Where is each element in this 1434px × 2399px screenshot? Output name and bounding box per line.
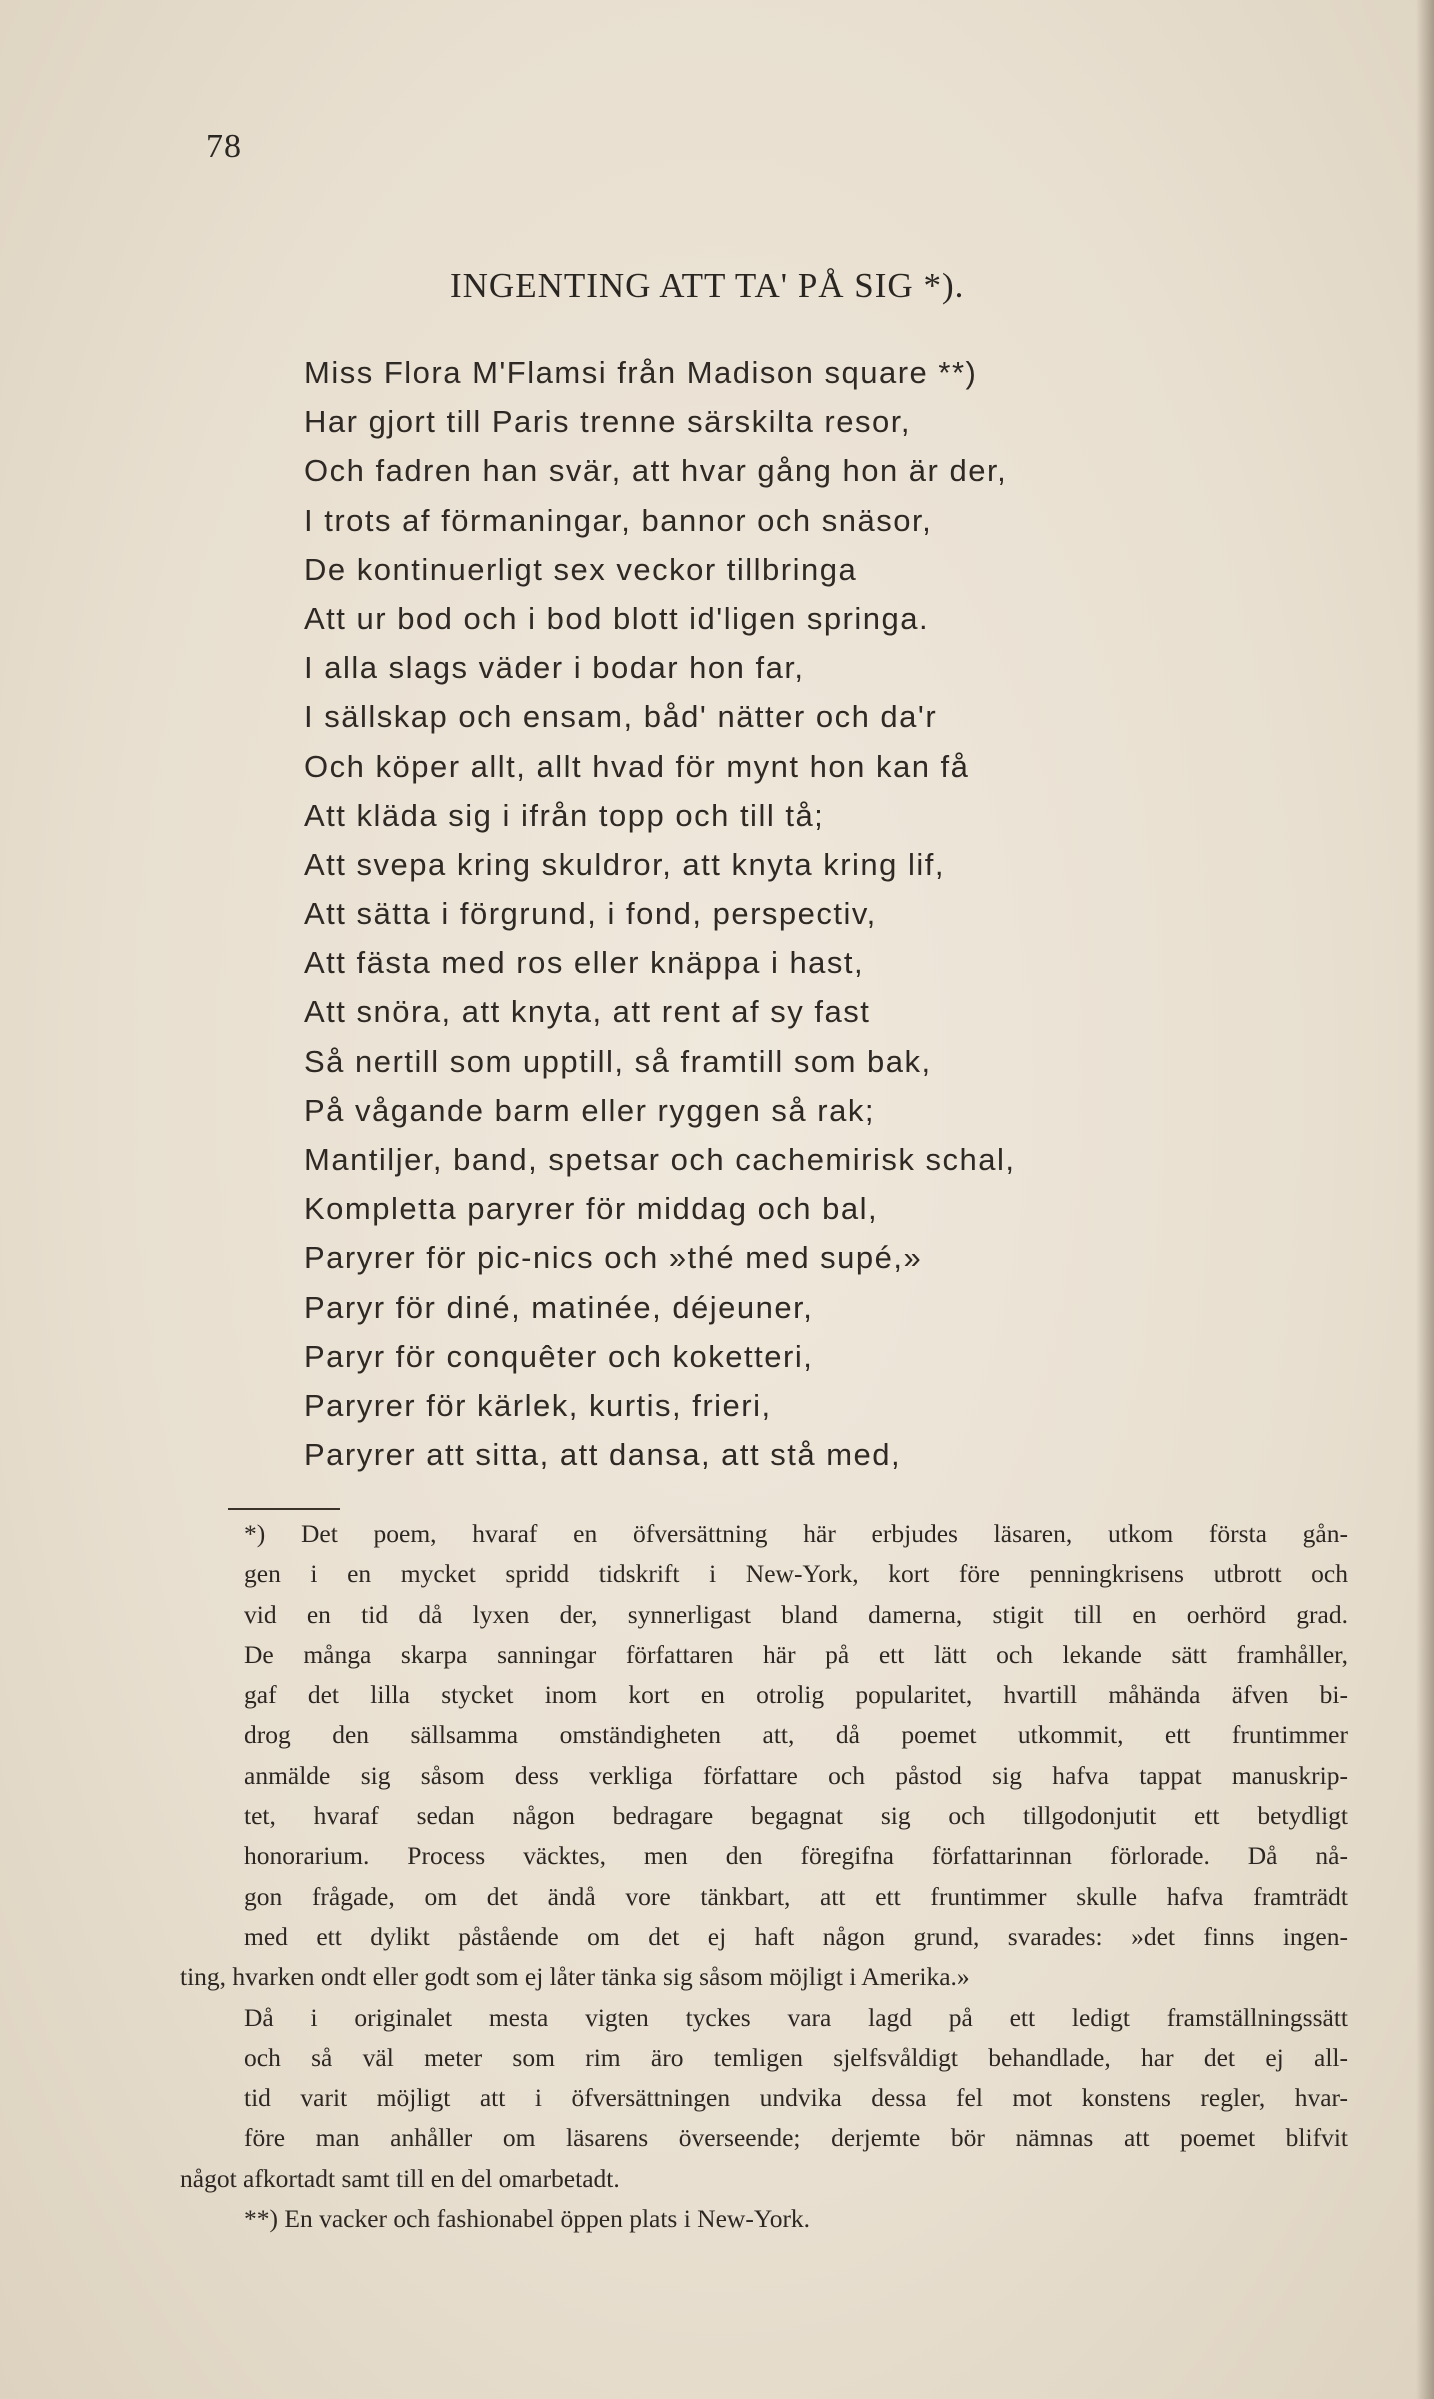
footnote-2 (180, 2199, 1348, 2239)
footnote-1 (180, 1514, 1348, 1998)
poem-line: Att fästa med ros eller knäppa i hast, (304, 945, 865, 981)
poem-line: I sällskap och ensam, båd' nätter och da'r (304, 699, 938, 735)
poem-line: Paryr för conquêter och koketteri, (304, 1338, 814, 1374)
poem-line: Så nertill som upptill, så framtill som bak, (304, 1043, 932, 1079)
poem-line: Och fadren han svär, att hvar gång hon är der, (304, 453, 1008, 489)
poem-line: På vågande barm eller ryggen så rak; (304, 1092, 875, 1128)
poem-line: Har gjort till Paris trenne särskilta resor, (304, 404, 911, 440)
poem-title: INGENTING ATT TA' PÅ SIG *). (450, 266, 965, 305)
footnote-line: ting, hvarken ondt eller godt som ej låter tänka sig såsom möjligt i Amerika.» (180, 1962, 970, 1992)
footnote-line: De många skarpa sanningar författaren här på ett lätt och lekande sätt framhåller, (244, 1639, 1348, 1669)
footnote-line: tid varit möjligt att i öfversättningen undvika dessa fel mot konstens regler, hvar- (244, 2083, 1348, 2113)
footnote-line: och så väl meter som rim äro temligen sjelfsvåldigt behandlade, har det ej all- (244, 2042, 1348, 2072)
footnote-line: gen i en mycket spridd tidskrift i New-York, kort före penningkrisens utbrott och (244, 1559, 1348, 1589)
footnote-line: med ett dylikt påstående om det ej haft någon grund, svarades: »det finns ingen- (244, 1921, 1348, 1951)
poem-line: Mantiljer, band, spetsar och cachemirisk schal, (304, 1142, 1016, 1177)
page-edge-shadow (1416, 0, 1434, 2399)
footnote-line: honorarium. Process väcktes, men den föregifna författarinnan förlorade. Då nå- (244, 1841, 1348, 1871)
footnote-line: gaf det lilla stycket inom kort en otrolig popularitet, hvartill måhända äfven bi- (244, 1680, 1348, 1710)
poem-line: Och köper allt, allt hvad för mynt hon kan få (304, 748, 970, 784)
poem-line: Miss Flora M'Flamsi från Madison square **) (304, 355, 978, 390)
poem-line: Paryr för diné, matinée, déjeuner, (304, 1289, 814, 1325)
poem-line: Att svepa kring skuldror, att knyta kring lif, (304, 846, 946, 882)
footnote-line: anmälde sig såsom dess verkliga författare och påstod sig hafva tappat manuskrip- (244, 1760, 1348, 1790)
footnotes (180, 1514, 1348, 2239)
footnote-line: tet, hvaraf sedan någon bedragare begagnat sig och tillgodonjutit ett betydligt (244, 1801, 1348, 1831)
footnote-line: något afkortadt samt till en del omarbetadt. (180, 2163, 620, 2193)
poem-line: Att ur bod och i bod blott id'ligen springa. (304, 600, 930, 636)
footnote-line: gon frågade, om det ändå vore tänkbart, att ett fruntimmer skulle hafva framträdt (244, 1881, 1348, 1911)
poem-line: Paryrer för kärlek, kurtis, frieri, (304, 1387, 772, 1423)
poem-body (304, 348, 1015, 1479)
poem-line: Paryrer för pic-nics och »thé med supé,» (304, 1240, 923, 1276)
footnote-line: före man anhåller om läsarens överseende; derjemte bör nämnas att poemet blifvit (244, 2123, 1348, 2153)
poem-line: I trots af förmaningar, bannor och snäsor, (304, 502, 933, 538)
poem-line: I alla slags väder i bodar hon far, (304, 650, 805, 686)
footnote-line: drog den sällsamma omständigheten att, då poemet utkommit, ett fruntimmer (244, 1720, 1348, 1750)
footnote-line: vid en tid då lyxen der, synnerligast bland damerna, stigit till en oerhörd grad. (244, 1599, 1348, 1629)
poem-line: Paryrer att sitta, att dansa, att stå med, (304, 1437, 902, 1473)
footnote-line: *) Det poem, hvaraf en öfversättning här erbjudes läsaren, utkom första gån- (244, 1519, 1348, 1548)
page-number: 78 (206, 128, 242, 165)
poem-line: Kompletta paryrer för middag och bal, (304, 1191, 879, 1227)
footnote-line: **) En vacker och fashionabel öppen plats i New-York. (244, 2204, 811, 2234)
poem-line: Att sätta i förgrund, i fond, perspectiv, (304, 896, 877, 932)
footnote-line: Då i originalet mesta vigten tyckes vara lagd på ett ledigt framställningssätt (244, 2002, 1348, 2032)
footnote-separator (228, 1508, 340, 1510)
poem-line: Att snöra, att knyta, att rent af sy fast (304, 994, 871, 1030)
poem-line: Att kläda sig i ifrån topp och till tå; (304, 797, 825, 833)
footnote-1-continued (180, 1998, 1348, 2199)
poem-line: De kontinuerligt sex veckor tillbringa (304, 551, 858, 587)
